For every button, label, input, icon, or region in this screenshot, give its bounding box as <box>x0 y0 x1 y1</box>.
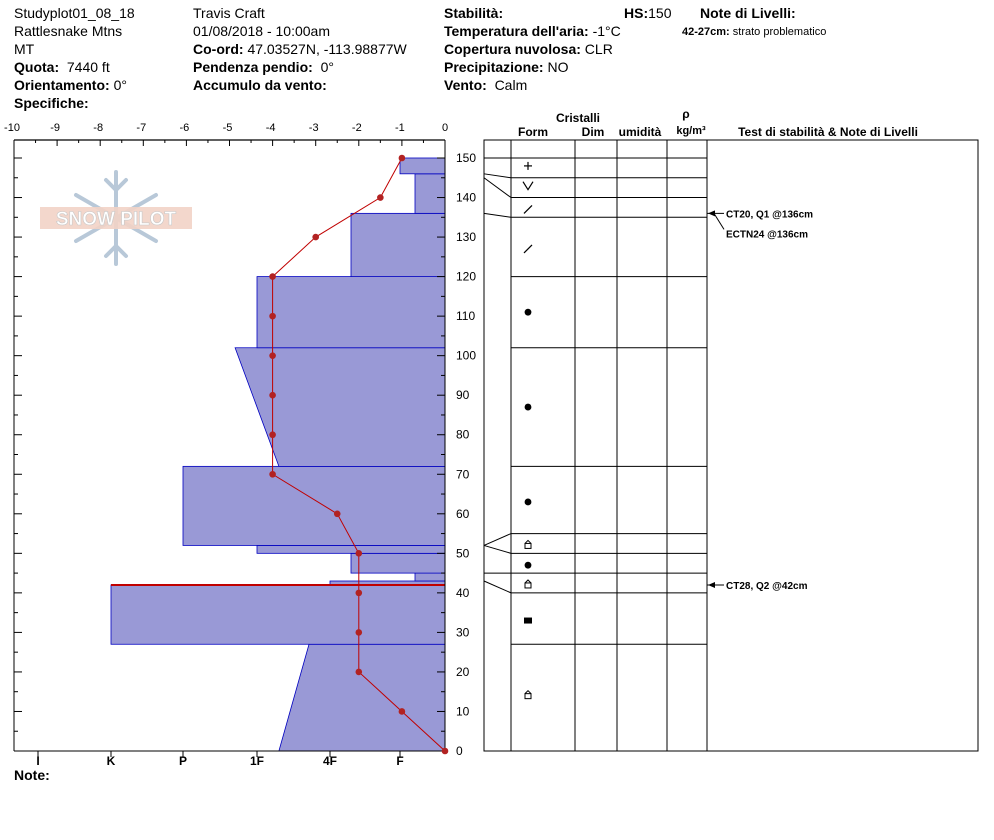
layer-connector <box>484 213 511 217</box>
specifics: Specifiche: <box>14 95 89 111</box>
form-header: Form <box>518 125 548 139</box>
hardness-layer <box>257 545 445 553</box>
height-tick-label: 50 <box>456 546 470 561</box>
height-tick-label: 60 <box>456 506 470 521</box>
stability-row: Stabilità: <box>444 5 504 21</box>
state-name: MT <box>14 41 35 57</box>
layer-note-line: 42-27cm: strato problematico <box>682 26 827 38</box>
form-rounded-grains <box>525 404 532 411</box>
temp-tick-label: -6 <box>179 122 190 134</box>
form-faceted-rounded <box>524 618 532 624</box>
hardness-layer <box>400 158 445 174</box>
hardness-tick-label: I <box>36 754 40 768</box>
test-arrowhead <box>708 210 715 216</box>
observation-datetime: 01/08/2018 - 10:00am <box>193 23 330 39</box>
test-leader <box>714 213 724 229</box>
temperature-point <box>269 392 276 399</box>
temperature-point <box>334 511 341 518</box>
height-tick-label: 20 <box>456 664 470 679</box>
temperature-point <box>269 313 276 320</box>
height-tick-label: 10 <box>456 704 470 719</box>
aspect: Orientamento: 0° <box>14 77 127 93</box>
form-faceted-crystals <box>525 583 531 588</box>
form-rounded-grains <box>525 562 532 569</box>
height-tick-label: 140 <box>456 190 477 205</box>
snow-height: HS:150 <box>624 5 672 21</box>
layer-connector <box>484 545 511 553</box>
density-header: ρ <box>682 107 690 121</box>
size-header: Dim <box>581 125 605 139</box>
layer-connector <box>484 178 511 198</box>
hardness-tick-label: 1F <box>249 754 265 768</box>
temp-tick-label: -3 <box>308 122 319 134</box>
crystals-header: Cristalli <box>555 111 601 125</box>
layer-notes-title: Note di Livelli: <box>700 5 796 21</box>
temperature-point <box>399 708 406 715</box>
temperature-point <box>312 234 319 241</box>
layer-table <box>484 107 978 751</box>
hardness-tick-label: K <box>106 754 116 768</box>
note-label: Note: <box>14 767 50 783</box>
temperature-point <box>356 550 363 557</box>
temperature-point <box>356 669 363 676</box>
temp-tick-label: -1 <box>395 122 405 134</box>
wind: Vento: Calm <box>444 77 528 93</box>
hardness-layer <box>279 644 445 751</box>
observer-name: Travis Craft <box>193 5 265 21</box>
studyplot-name: Studyplot01_08_18 <box>14 5 135 21</box>
layer-connector <box>484 174 511 178</box>
density-unit: kg/m³ <box>676 125 706 137</box>
hardness-layer <box>235 348 445 467</box>
coordinates: Co-ord: 47.03527N, -113.98877W <box>193 41 407 57</box>
hardness-layer <box>351 213 445 276</box>
temp-tick-label: -9 <box>50 122 60 134</box>
height-tick-label: 130 <box>456 230 477 245</box>
hardness-tick-label: F <box>396 754 404 768</box>
tests-header: Test di stabilità & Note di Livelli <box>738 125 918 139</box>
form-decomposing <box>524 205 532 213</box>
temp-tick-label: -5 <box>222 122 233 134</box>
hardness-layer <box>257 277 445 348</box>
air-temperature: Temperatura dell'aria: -1°C <box>444 23 621 39</box>
slope-angle: Pendenza pendio: 0° <box>193 59 334 75</box>
form-faceted-crystals <box>525 543 531 548</box>
temperature-point <box>269 273 276 280</box>
hardness-tick-label: P <box>178 754 188 768</box>
temperature-point <box>399 155 406 162</box>
stability-test-label: CT28, Q2 @42cm <box>726 580 808 592</box>
temp-tick-label: 0 <box>441 122 449 134</box>
form-rounded-grains <box>525 309 532 316</box>
form-faceted-crystals <box>525 694 531 699</box>
wind-loading: Accumulo da vento: <box>193 77 327 93</box>
height-tick-label: 80 <box>456 427 470 442</box>
height-tick-label: 40 <box>456 585 470 600</box>
hardness-layer <box>183 466 445 545</box>
hardness-layer <box>415 573 445 581</box>
height-tick-label: 150 <box>456 151 477 165</box>
temp-tick-label: -7 <box>136 122 147 134</box>
snowpilot-logo <box>40 172 192 264</box>
temp-tick-label: -8 <box>93 122 104 134</box>
height-tick-label: 0 <box>456 744 463 758</box>
temperature-point <box>269 471 276 478</box>
temperature-point <box>442 748 449 755</box>
stability-test-label: CT20, Q1 @136cm <box>726 209 814 221</box>
hardness-profile <box>111 158 445 751</box>
stability-test-label: ECTN24 @136cm <box>726 229 809 241</box>
temperature-point <box>269 431 276 438</box>
temp-tick-label: -2 <box>351 122 362 134</box>
height-tick-label: 90 <box>456 388 470 403</box>
temperature-point <box>269 352 276 359</box>
height-tick-label: 70 <box>456 467 470 482</box>
logo-text: SNOW PILOT <box>55 209 177 230</box>
moisture-header: umidità <box>618 125 662 139</box>
cloud-cover: Copertura nuvolosa: CLR <box>444 41 613 57</box>
hardness-layer <box>111 585 445 644</box>
height-tick-label: 120 <box>456 269 477 284</box>
form-surface-hoar <box>523 182 533 190</box>
height-tick-label: 100 <box>456 348 477 363</box>
temp-tick-label: -10 <box>4 122 20 134</box>
height-tick-label: 110 <box>456 309 476 324</box>
range-name: Rattlesnake Mtns <box>14 23 123 39</box>
test-arrowhead <box>708 582 715 588</box>
layer-connector <box>484 534 511 546</box>
hardness-tick-label: 4F <box>322 754 338 768</box>
layer-connector <box>484 581 511 593</box>
temperature-point <box>377 194 384 201</box>
hardness-layer <box>415 174 445 214</box>
temperature-point <box>356 629 363 636</box>
form-decomposing <box>524 245 532 253</box>
form-rounded-grains <box>525 499 532 506</box>
hardness-layer <box>351 553 445 573</box>
temp-tick-label: -4 <box>265 122 276 134</box>
precipitation: Precipitazione: NO <box>444 59 569 75</box>
temperature-point <box>356 590 363 597</box>
elevation: Quota: 7440 ft <box>14 59 110 75</box>
height-tick-label: 30 <box>456 625 470 640</box>
